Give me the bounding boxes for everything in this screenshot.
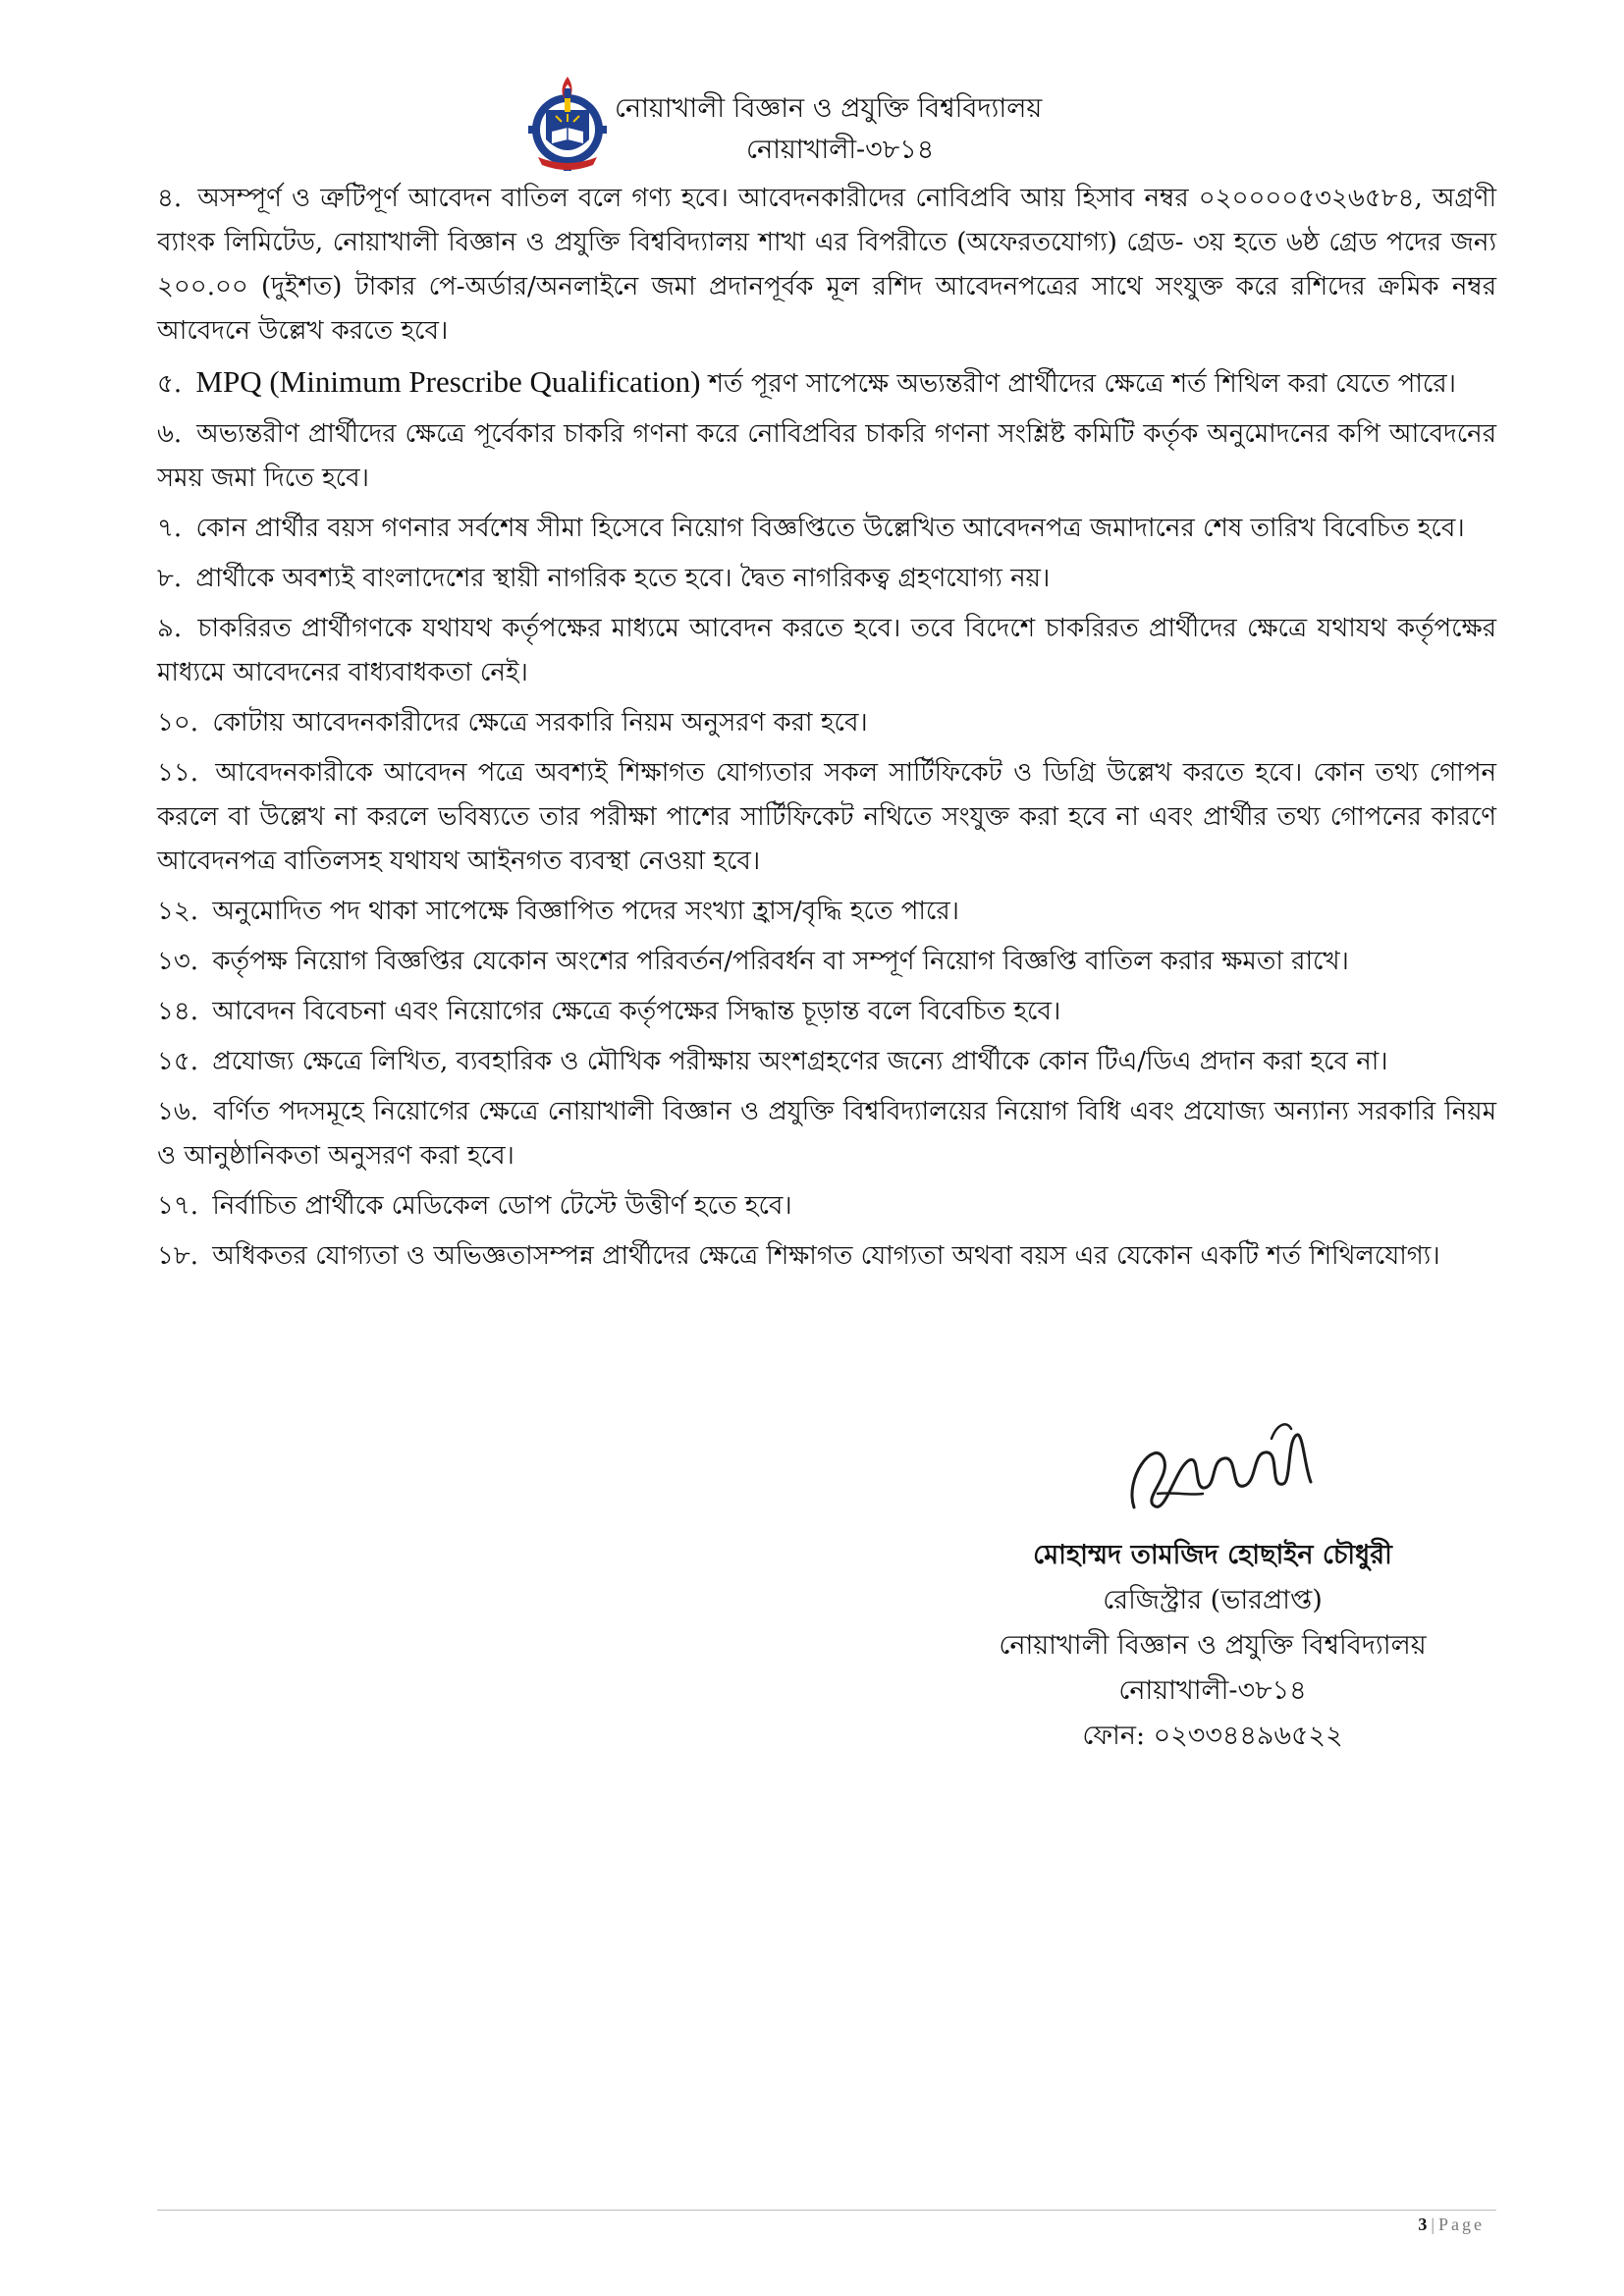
- signatory-designation: রেজিস্ট্রার (ভারপ্রাপ্ত): [1103, 1585, 1323, 1615]
- header-university-name: নোয়াখালী বিজ্ঞান ও প্রযুক্তি বিশ্ববিদ্যালয়: [615, 93, 1043, 124]
- item-number: ৪.: [157, 184, 183, 213]
- university-logo-icon: [528, 71, 607, 173]
- list-item: [157, 507, 1496, 551]
- list-item: [157, 177, 1496, 354]
- item-text: কর্তৃপক্ষ নিয়োগ বিজ্ঞপ্তির যেকোন অংশের পরিবর্তন/পরিবর্ধন বা সম্পূর্ণ নিয়োগ বিজ্ঞপ্তি বাতিল করার ক্ষমতা রাখে।: [212, 947, 1349, 976]
- list-item: [157, 890, 1496, 934]
- item-text: কোন প্রার্থীর বয়স গণনার সর্বশেষ সীমা হিসেবে নিয়োগ বিজ্ঞপ্তিতে উল্লেখিত আবেদনপত্র জমাদানের শেষ তারিখ বিবেচিত হবে।: [195, 514, 1465, 543]
- letterhead: [520, 67, 1110, 175]
- item-text: বর্ণিত পদসমূহে নিয়োগের ক্ষেত্রে নোয়াখালী বিজ্ঞান ও প্রযুক্তি বিশ্ববিদ্যালয়ের নিয়োগ বিধি এবং প্রযোজ্য অন্যান্য সরকারি নিয়ম ও আনুষ্ঠানিকতা অনুসরণ করা হবে।: [157, 1097, 1497, 1171]
- item-number: ১০.: [157, 708, 199, 738]
- item-number: ১৬.: [157, 1097, 199, 1126]
- signature-block: [918, 1399, 1507, 1759]
- page-number: 3: [1418, 2214, 1428, 2234]
- item-text: নির্বাচিত প্রার্থীকে মেডিকেল ডোপ টেস্টে উত্তীর্ণ হতে হবে।: [212, 1191, 792, 1221]
- item-text: অধিকতর যোগ্যতা ও অভিজ্ঞতাসম্পন্ন প্রার্থীদের ক্ষেত্রে শিক্ষাগত যোগ্যতা অথবা বয়স এর যেকোন একটি শর্ত শিথিলযোগ্য।: [212, 1241, 1440, 1271]
- item-text: অভ্যন্তরীণ প্রার্থীদের ক্ষেত্রে পূর্বেকার চাকরি গণনা করে নোবিপ্রবির চাকরি গণনা সংশ্লিষ্ট কমিটি কর্তৃক অনুমোদনের কপি আবেদনের সময় জমা দিতে হবে।: [157, 419, 1496, 493]
- item-text: চাকরিরত প্রার্থীগণকে যথাযথ কর্তৃপক্ষের মাধ্যমে আবেদন করতে হবে। তবে বিদেশে চাকরিরত প্রার্থীদের ক্ষেত্রে যথাযথ কর্তৃপক্ষের মাধ্যমে আবেদনের বাধ্যবাধকতা নেই।: [157, 614, 1496, 687]
- list-item: [157, 1040, 1496, 1084]
- list-item: [157, 1184, 1496, 1229]
- item-number: ৭.: [157, 514, 183, 543]
- item-text: প্রার্থীকে অবশ্যই বাংলাদেশের স্থায়ী নাগরিক হতে হবে। দ্বৈত নাগরিকত্ব গ্রহণযোগ্য নয়।: [195, 564, 1051, 593]
- page-footer: [1418, 2214, 1485, 2235]
- footer-divider: [157, 2210, 1496, 2211]
- conditions-list: [157, 177, 1496, 1285]
- page-separator: |: [1431, 2214, 1435, 2234]
- item-number: ৮.: [157, 564, 183, 593]
- item-number: ৯.: [157, 614, 183, 643]
- item-number: ১১.: [157, 758, 199, 788]
- item-text: প্রযোজ্য ক্ষেত্রে লিখিত, ব্যবহারিক ও মৌখিক পরীক্ষায় অংশগ্রহণের জন্যে প্রার্থীকে কোন টিএ/ডিএ প্রদান করা হবে না।: [212, 1047, 1388, 1076]
- list-item: [157, 940, 1496, 984]
- list-item: [157, 701, 1496, 745]
- item-text: অনুমোদিত পদ থাকা সাপেক্ষে বিজ্ঞাপিত পদের সংখ্যা হ্রাস/বৃদ্ধি হতে পারে।: [212, 897, 959, 926]
- item-number: ৫.: [157, 369, 183, 399]
- signatory-location: নোয়াখালী-৩৮১৪: [1118, 1675, 1307, 1706]
- item-number: ১৩.: [157, 947, 199, 976]
- item-number: ১৮.: [157, 1241, 199, 1271]
- list-item: [157, 990, 1496, 1034]
- item-text: আবেদন বিবেচনা এবং নিয়োগের ক্ষেত্রে কর্তৃপক্ষের সিদ্ধান্ত চূড়ান্ত বলে বিবেচিত হবে।: [212, 997, 1061, 1026]
- list-item: [157, 1234, 1496, 1279]
- item-number: ১৭.: [157, 1191, 199, 1221]
- item-number: ৬.: [157, 419, 183, 449]
- signatory-name: মোহাম্মদ তামজিদ হোছাইন চৌধুরী: [1033, 1540, 1392, 1570]
- item-text: আবেদনকারীকে আবেদন পত্রে অবশ্যই শিক্ষাগত যোগ্যতার সকল সার্টিফিকেট ও ডিগ্রি উল্লেখ করতে হবে। কোন তথ্য গোপন করলে বা উল্লেখ না করলে ভবিষ্যতে তার পরীক্ষা পাশের সার্টিফিকেট নথিতে সংযুক্ত করা হবে না এবং প্রার্থীর তথ্য গোপনের কারণে আবেদনপত্র বাতিলসহ যথাযথ আইনগত ব্যবস্থা নেওয়া হবে।: [157, 758, 1496, 876]
- list-item: [157, 557, 1496, 601]
- item-text: কোটায় আবেদনকারীদের ক্ষেত্রে সরকারি নিয়ম অনুসরণ করা হবে।: [212, 708, 868, 738]
- signatory-university: নোয়াখালী বিজ্ঞান ও প্রযুক্তি বিশ্ববিদ্যালয়: [999, 1630, 1427, 1661]
- page-label: Page: [1438, 2214, 1485, 2234]
- item-number: ১২.: [157, 897, 199, 926]
- item-latin-text: MPQ (Minimum Prescribe Qualification): [195, 364, 701, 399]
- list-item: [157, 751, 1496, 884]
- list-item: [157, 412, 1496, 501]
- item-text: অসম্পূর্ণ ও ত্রুটিপূর্ণ আবেদন বাতিল বলে গণ্য হবে। আবেদনকারীদের নোবিপ্রবি আয় হিসাব নম্বর ০২০০০০৫৩২৬৫৮৪, অগ্রণী ব্যাংক লিমিটেড, নোয়াখালী বিজ্ঞান ও প্রযুক্তি বিশ্ববিদ্যালয় শাখা এর বিপরীতে (অফেরতযোগ্য) গ্রেড- ৩য় হতে ৬ষ্ঠ গ্রেড পদের জন্য ২০০.০০ (দুইশত) টাকার পে-অর্ডার/অনলাইনে জমা প্রদানপূর্বক মূল রশিদ আবেদনপত্রের সাথে সংযুক্ত করে রশিদের ক্রমিক নম্বর আবেদনে উল্লেখ করতে হবে।: [157, 184, 1497, 346]
- header-location: নোয়াখালী-৩৮১৪: [746, 135, 935, 165]
- list-item: [157, 607, 1496, 695]
- list-item: [157, 1090, 1496, 1178]
- handwritten-signature-icon: [1095, 1399, 1330, 1527]
- list-item: [157, 359, 1496, 407]
- item-text: শর্ত পূরণ সাপেক্ষে অভ্যন্তরীণ প্রার্থীদের ক্ষেত্রে শর্ত শিথিল করা যেতে পারে।: [708, 369, 1456, 399]
- item-number: ১৫.: [157, 1047, 199, 1076]
- signatory-phone: ফোন: ০২৩৩৪৪৯৬৫২২: [1082, 1721, 1343, 1751]
- item-number: ১৪.: [157, 997, 199, 1026]
